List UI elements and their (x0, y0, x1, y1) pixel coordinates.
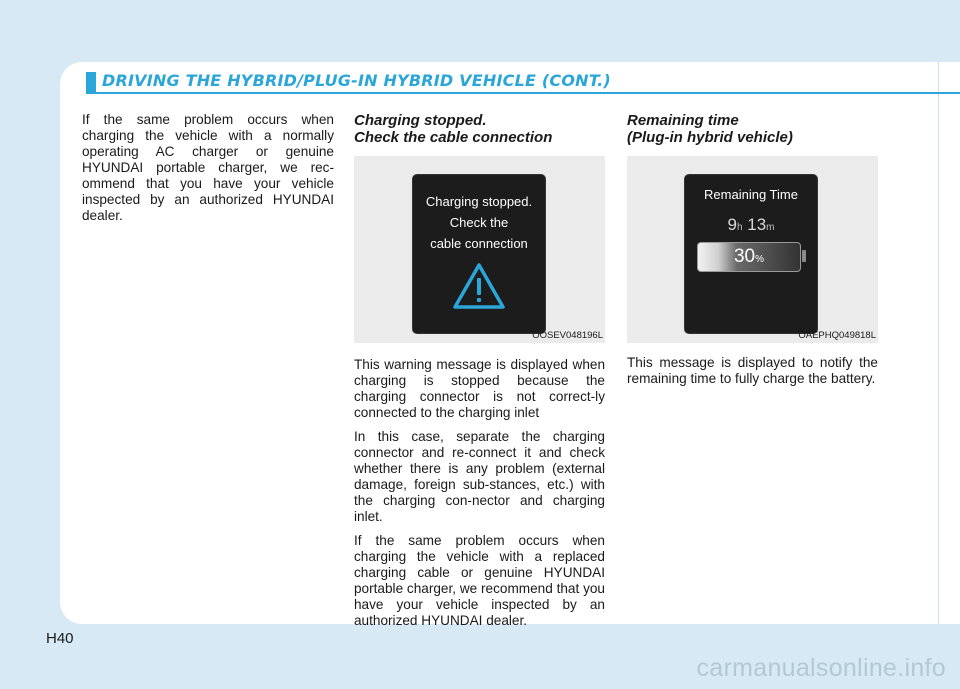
header-underline (86, 92, 960, 94)
charging-stopped-title (354, 112, 605, 146)
column-middle (354, 112, 605, 637)
remaining-time-title-line2: (Plug-in hybrid vehicle) (627, 129, 793, 146)
col2-paragraph-2: In this case, separate the charging connector and re-connect it and check whether there is any problem (external damage, foreign sub-stances, etc.) with the charging con-nector and charging inlet. (354, 429, 605, 524)
header-accent-bar (86, 72, 96, 94)
remaining-time-title (627, 112, 878, 146)
screen-message-line3: cable connection (430, 236, 528, 251)
remaining-time-figure (627, 156, 878, 343)
remaining-time-title-line1: Remaining time (627, 112, 739, 129)
battery-percent-unit: % (755, 254, 765, 265)
minutes-unit: m (766, 222, 775, 233)
col2-paragraph-1: This warning message is displayed when charging is stopped because the charging connector is not correct-ly connected to the charging inlet (354, 357, 605, 420)
cluster-screen-charging-stopped (412, 174, 546, 334)
charging-stopped-figure (354, 156, 605, 343)
battery-percent (697, 242, 801, 272)
battery-percent-value: 30 (733, 246, 756, 267)
figure-caption: OAEPHQ049818L (798, 330, 876, 341)
column-right (627, 112, 878, 395)
charging-stopped-message (413, 191, 545, 254)
remaining-time-screen-title: Remaining Time (704, 187, 798, 202)
screen-message-line1: Charging stopped. (425, 194, 533, 209)
cluster-screen-remaining-time (684, 174, 818, 334)
remaining-time-value (685, 215, 817, 235)
column-left (82, 112, 334, 232)
hours-value: 9 (727, 215, 737, 234)
screen-message-line2: Check the (449, 215, 509, 230)
watermark: carmanualsonline.info (696, 654, 946, 682)
warning-triangle-icon (451, 261, 507, 311)
col3-paragraph-1: This message is displayed to notify the remaining time to fully charge the battery. (627, 355, 878, 386)
col1-paragraph-1: If the same problem occurs when charging the vehicle with a normally operating AC charger or genuine HYUNDAI portable charger, we rec-ommend that you have your vehicle inspected by an authorized HYUNDAI dealer. (82, 112, 334, 223)
page-number: H40 (46, 630, 74, 647)
hours-unit: h (736, 222, 743, 233)
page-edge-rule (938, 62, 939, 624)
minutes-value: 13 (747, 215, 767, 234)
charging-stopped-title-line2: Check the cable connection (354, 129, 553, 146)
battery-terminal (802, 250, 806, 262)
section-header-title: DRIVING THE HYBRID/PLUG-IN HYBRID VEHICLE (CONT.) (102, 71, 611, 90)
figure-caption: OOSEV048196L (532, 330, 603, 341)
col2-paragraph-3: If the same problem occurs when charging the vehicle with a replaced charging cable or genuine HYUNDAI portable charger, we recommend that you have your vehicle inspected by an authorized HYUNDAI dealer. (354, 533, 605, 628)
charging-stopped-title-line1: Charging stopped. (354, 112, 487, 129)
